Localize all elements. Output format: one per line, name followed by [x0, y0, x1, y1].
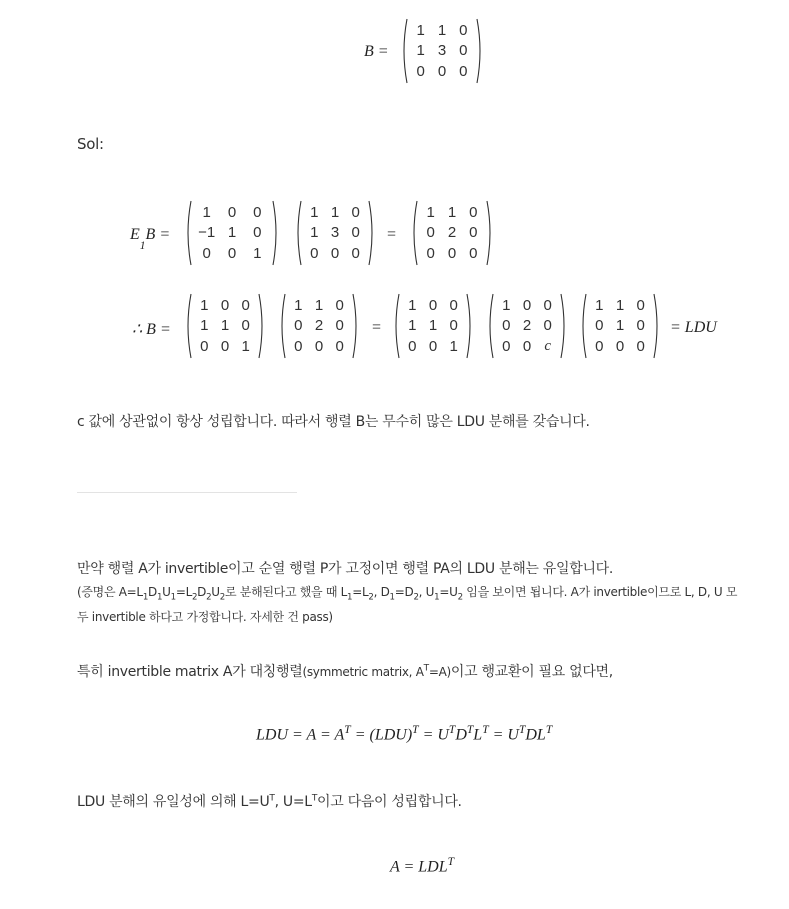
paragraph-2: 만약 행렬 A가 invertible이고 순열 행렬 P가 고정이면 행렬 PA의 LDU 분해는 유일합니다. [77, 561, 614, 577]
matrix-body [496, 295, 558, 357]
matrix-cell: c [544, 338, 551, 355]
paren-right [272, 200, 280, 266]
matrix-cell: 0 [335, 296, 344, 314]
paren-left [486, 293, 494, 359]
matrix-cell: 0 [543, 317, 552, 335]
paren-right [466, 293, 474, 359]
matrix-cell: 2 [522, 317, 532, 335]
matrix-cell: 0 [595, 338, 604, 356]
matrix-cell: 0 [595, 317, 604, 335]
matrix-cell: 1 [241, 338, 250, 356]
eq1-lhs: $E_1B$ = [130, 226, 171, 253]
paren-left [184, 293, 192, 359]
eq1-matrix-b [294, 200, 376, 266]
matrix-cell: 1 [202, 203, 211, 221]
matrix-cell: 1 [314, 296, 324, 314]
matrix-cell: 1 [408, 296, 417, 314]
matrix-cell: 1 [502, 296, 511, 314]
matrix-cell: 1 [449, 338, 458, 356]
matrix-body [589, 295, 651, 357]
matrix-cell: 0 [449, 296, 458, 314]
paren-right [352, 293, 360, 359]
matrix-cell: 1 [447, 203, 457, 221]
matrix-cell: 0 [408, 338, 417, 356]
matrix-cell: 0 [227, 245, 237, 263]
matrix-b [400, 18, 484, 84]
proof-note-line2: 두 invertible 하다고 가정합니다. 자세한 건 pass) [77, 610, 333, 624]
paragraph-3: 특히 invertible matrix A가 대칭행렬(symmetric matrix, $A^T=A$)이고 행교환이 필요 없다면, [77, 663, 613, 680]
matrix-cell: 1 [595, 296, 604, 314]
matrix-cell: 1 [437, 21, 447, 39]
matrix-cell: 1 [416, 21, 425, 39]
matrix-cell: 1 [330, 203, 340, 221]
matrix-body [420, 202, 484, 264]
matrix-cell: 2 [314, 317, 324, 335]
matrix-cell: 0 [459, 42, 468, 60]
matrix-cell: −1 [198, 224, 216, 242]
matrix-cell: 1 [408, 317, 417, 335]
matrix-cell: 0 [220, 338, 230, 356]
matrix-cell: 0 [314, 338, 324, 356]
matrix-cell: 0 [416, 63, 425, 81]
divider [77, 492, 297, 493]
matrix-cell: 0 [522, 296, 532, 314]
matrix-body [288, 295, 350, 357]
eq2-lhs: ∴ B = [132, 321, 171, 338]
matrix-cell: 1 [615, 317, 625, 335]
matrix-cell: 0 [428, 296, 438, 314]
matrix-body [410, 20, 474, 82]
eq4-ldlt: $A = LDL^T$ [390, 856, 455, 876]
matrix-cell: 1 [416, 42, 425, 60]
matrix-cell: 0 [459, 63, 468, 81]
matrix-cell: 0 [437, 63, 447, 81]
eq3-symmetric-identity: LDU = $A = A^T = (LDU)^T = U^TD^TL^T = U^TDL^T$ [256, 724, 553, 744]
matrix-cell: 1 [294, 296, 303, 314]
matrix-cell: 0 [253, 224, 262, 242]
matrix-cell: 0 [459, 21, 468, 39]
paren-left [294, 200, 302, 266]
sol-label: Sol: [77, 135, 104, 153]
matrix-body [402, 295, 464, 357]
matrix-cell: 0 [330, 245, 340, 263]
eq1-equals: = [387, 226, 397, 243]
matrix-cell: 0 [636, 317, 645, 335]
proof-note-line1: (증명은 $A=L_1D_1U_1=L_2D_2U_2$로 분해된다고 했을 때 $L_1=L_2$, $D_1=D_2$, $U_1=U_2$ 임을 보이면 됩니다. A가 invertible이므로 L, D, U 모 [77, 585, 738, 603]
matrix-cell: 0 [615, 338, 625, 356]
matrix-cell: 0 [294, 338, 303, 356]
matrix-cell: 0 [335, 317, 344, 335]
matrix-cell: 1 [200, 296, 209, 314]
eq2-equals: = [372, 319, 382, 336]
matrix-cell: 0 [426, 245, 435, 263]
matrix-cell: 0 [469, 203, 478, 221]
matrix-cell: 0 [200, 338, 209, 356]
matrix-cell: 1 [200, 317, 209, 335]
matrix-cell: 3 [330, 224, 340, 242]
eq2-matrix-1 [184, 293, 266, 359]
matrix-cell: 0 [253, 203, 262, 221]
paren-left [400, 18, 408, 84]
matrix-cell: 0 [294, 317, 303, 335]
matrix-cell: 0 [241, 296, 250, 314]
paren-right [560, 293, 568, 359]
matrix-body [194, 295, 256, 357]
paren-left [392, 293, 400, 359]
matrix-cell: 0 [202, 245, 211, 263]
eq1-matrix-e1 [184, 200, 280, 266]
matrix-cell: 1 [227, 224, 237, 242]
matrix-cell: 0 [351, 224, 360, 242]
matrix-cell: 0 [227, 203, 237, 221]
paren-left [184, 200, 192, 266]
paren-right [486, 200, 494, 266]
matrix-cell: 1 [428, 317, 438, 335]
matrix-cell: 0 [502, 338, 511, 356]
matrix-cell: 0 [310, 245, 319, 263]
matrix-cell: 0 [522, 338, 532, 356]
eq2-matrix-d [486, 293, 568, 359]
matrix-cell: 0 [335, 338, 344, 356]
matrix-cell: 1 [426, 203, 435, 221]
eq2-matrix-2 [278, 293, 360, 359]
matrix-cell: 1 [615, 296, 625, 314]
matrix-cell: 0 [428, 338, 438, 356]
matrix-cell: 3 [437, 42, 447, 60]
matrix-cell: 1 [253, 245, 262, 263]
paren-left [278, 293, 286, 359]
matrix-cell: 0 [426, 224, 435, 242]
eq2-rhs: = LDU [670, 319, 717, 336]
matrix-cell: 1 [310, 224, 319, 242]
paren-right [653, 293, 661, 359]
matrix-cell: 0 [351, 245, 360, 263]
paren-left [579, 293, 587, 359]
eq2-matrix-l [392, 293, 474, 359]
paren-right [368, 200, 376, 266]
matrix-cell: 1 [220, 317, 230, 335]
matrix-cell: 0 [220, 296, 230, 314]
matrix-cell: 0 [543, 296, 552, 314]
paren-right [476, 18, 484, 84]
matrix-body [304, 202, 366, 264]
matrix-cell: 0 [469, 245, 478, 263]
matrix-cell: 0 [469, 224, 478, 242]
paragraph-1: c 값에 상관없이 항상 성립합니다. 따라서 행렬 B는 무수히 많은 LDU 분해를 갖습니다. [77, 414, 590, 430]
paren-right [258, 293, 266, 359]
paragraph-4: LDU 분해의 유일성에 의해 $L=U^T$, $U=L^T$이고 다음이 성립합니다. [77, 793, 462, 810]
matrix-cell: 0 [449, 317, 458, 335]
matrix-cell: 0 [636, 338, 645, 356]
matrix-cell: 1 [310, 203, 319, 221]
matrix-cell: 0 [502, 317, 511, 335]
matrix-cell: 2 [447, 224, 457, 242]
matrix-body [194, 202, 270, 264]
eq1-matrix-result [410, 200, 494, 266]
paren-left [410, 200, 418, 266]
eq0-lhs: B = [364, 43, 389, 60]
matrix-cell: 0 [636, 296, 645, 314]
matrix-cell: 0 [241, 317, 250, 335]
matrix-cell: 0 [351, 203, 360, 221]
eq2-matrix-u [579, 293, 661, 359]
matrix-cell: 0 [447, 245, 457, 263]
